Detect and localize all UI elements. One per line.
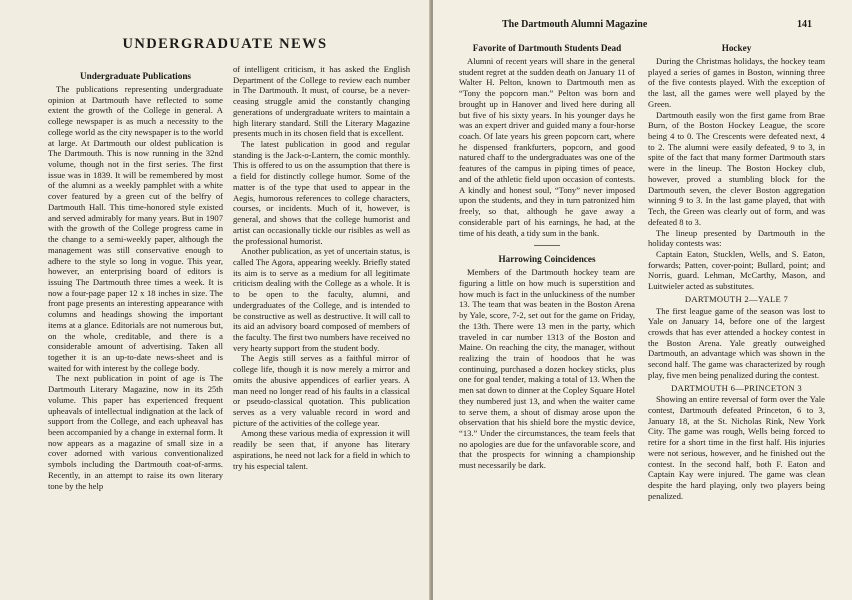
running-head: The Dartmouth Alumni Magazine (502, 19, 648, 30)
paragraph: Showing an entire reversal of form over the Yale contest, Dartmouth defeated Princeton, 6 to 3, January 18, at the St. Nicholas Rink, New York City. The game was rough, Wells being forced to retire for a short time in the first half. His injuries were not serious, however, and he finished out the contest. In the second half, both F. Eaton and Captain Kay were injured. The game was clean despite the hard playing, only two players being penalized. (648, 394, 825, 501)
paragraph: The Aegis still serves as a faithful mirror of college life, though it is now merely a mirror and omits the abusive appendices of earlier years. A man need no longer read of his faults in a classical or pseudo-classical quotation. This publication serves as a very valuable record in word and picture of the activities of the college year. (233, 353, 410, 428)
page-number: 141 (797, 19, 812, 30)
paragraph: During the Christmas holidays, the hockey team played a series of games in Boston, winning three of the five contests played. With the exception of the last, all the games were well played by the Green. (648, 56, 825, 109)
paragraph: of intelligent criticism, it has asked the English Department of the College to review each number in The Dartmouth. It must, of course, be a never-ceasing struggle amid the constantly changing generations of undergraduate writers to maintain a high literary standard. Still the Literary Magazine presents much in its chosen field that is excellent. (233, 64, 410, 139)
lineup-paragraph: Captain Eaton, Stucklen, Wells, and S. Eaton, forwards; Patten, cover-point; Bullard, point; and Norris, guard. Lehman, McCarthy, Mason, and Luitwieler acted as substitutes. (648, 248, 825, 292)
section-heading-coincidences: Harrowing Coincidences (498, 254, 596, 265)
paragraph: The first league game of the season was lost to Yale on January 14, before one of the largest crowds that has ever attended a hockey contest in the Boston Arena. Yale greatly outweighed Dartmouth, an advantage which was shown in the second half. The game was characterized by rough play, five men being penalized during the contest. (648, 305, 825, 380)
right-page (433, 0, 852, 600)
paragraph: Another publication, as yet of uncertain status, is called The Agora, appearing weekly. Briefly stated its aim is to serve as a medium for all legitimate criticism dealing with the College as a whole. It is to be open to the faculty, alumni, and undergraduates of the College, and is intended to be constructive as well as destructive. It will call to its aid an advisory board composed of members of the faculty. The first two numbers have received no very hearty support from the student body. (233, 246, 410, 353)
paragraph: The latest publication in good and regular standing is the Jack-o-Lantern, the comic monthly. This is offered to us on the assumption that there is a field for distinctly college humor. Some of the matter is of the type that used to appear in the Aegis, humorous references to college characters, courses, or incidents. Much of it, however, is general, and shows that the college humorist and artist can occasionally tickle our risibles as well as the professional humorist. (233, 139, 410, 246)
section-heading-obituary: Favorite of Dartmouth Students Dead (472, 43, 622, 53)
paragraph: Members of the Dartmouth hockey team are figuring a little on how much is superstition and how much is fact in the unluckiness of the number 13. The team that was beaten in the Boston Arena by Yale, score, 7-2, set out for the game on Friday, the 13th. There were 13 men in the party, which traveled in car number 1313 of the Boston and Maine. On reaching the city, the manager, without realizing the train of hoodoos that he was continuing, purchased a dozen hockey sticks, plus one for goal tender, making a total of 13. When the men sat down to dinner at the Copley Square Hotel they numbered just 13, and when the waiter came to serve them, a shout of dismay arose upon the observation that his shield bore the mystic device, “13.” Under the circumstances, the team feels that no apologies are due for the unfavorable score, and that the prospects for winning a championship must necessarily be dark. (459, 267, 635, 471)
paragraph: Among these various media of expression it will readily be seen that, if anyone has literary aspirations, he need not lack for a field in which to try his especial talent. (233, 428, 410, 471)
section-divider (534, 245, 560, 246)
paragraph: The next publication in point of age is The Dartmouth Literary Magazine, now in its 25th volume. This paper has experienced frequent upheavals of intellectual indignation at the lack of support from the College, and each upheaval has been accompanied by a change in external form. It now appears as a magazine of small size in a cover adorned with various conventionalized symbols including the Dartmouth coat-of-arms. Recently, in an attempt to raise its own literary tone by the help (48, 373, 223, 491)
paragraph: Dartmouth easily won the first game from Brae Burn, of the Boston Hockey League, the score being 4 to 0. The Crescents were defeated next, 4 to 2. The alumni were easily defeated, 9 to 3, in spite of the fact that many former Dartmouth stars were in the lineup. The Boston Hockey club, however, proved a stumbling block for the Dartmouth seven, the clever Boston aggregation winning 9 to 3. In the last game played, that with Tech, the Green was clearly out of form, and was defeated 8 to 3. (648, 109, 825, 227)
column-4 (648, 42, 825, 501)
section-heading-publications: Undergraduate Publications (79, 71, 192, 81)
game-heading-princeton: DARTMOUTH 6—PRINCETON 3 (671, 382, 802, 393)
section-heading-hockey: Hockey (721, 43, 752, 53)
paragraph: The publications representing undergraduate opinion at Dartmouth have reflected to some extent the growth of the College in general. A college newspaper is as much a necessity to the college world as the city newspaper is to the world at large. At Dartmouth our oldest publication is The Dartmouth. This is now running in the 32nd volume, though not in the first series. The first issue was in 1839. It will be remembered by most of the alumni as a weekly pamphlet with a white cover featured by a green cut of the belfry of Dartmouth Hall. This time-honored style existed and served admirably for many years. But in 1907 with the growth of the College progress came in the change to a semi-weekly paper, although the management was still conservative enough to adhere to the style so long in vogue. This year, however, an enterprising board of editors is issuing The Dartmouth three times a week. It is now a four-page paper 12 x 18 inches in size. The front page presents an interesting appearance with columns and headings showing the important items at a glance. Editorials are not numerous but, on the whole, creditable, and there is a considerable amount of advertising. Taken all together it is an up-to-date news-sheet and is waited for with interest by the college body. (48, 84, 223, 373)
column-3 (459, 42, 635, 471)
game-heading-yale: DARTMOUTH 2—YALE 7 (684, 293, 789, 304)
paragraph: Alumni of recent years will share in the general student regret at the sudden death on January 11 of Walter H. Pelton, known to Dartmouth men as “Tony the popcorn man.” Pelton was born and brought up in Hanover and lived here during all but five of his sixty years. In his younger days he was an expert driver and guided many a four-horse coach. Of late years his green popcorn cart, where he dispensed frankfurters, popcorn, and good natured chaff to the undergraduates was one of the features of the campus in piping times of peace, and of the athletic field upon occasion of contests. A kindly and honest soul, “Tony” never imposed upon the students, and they in turn patronized him freely, so that, although he gave away a considerable part of his earnings, he had, at the time of his death, a tidy sum in the bank. (459, 56, 635, 238)
column-2 (233, 64, 410, 471)
page-title: UNDERGRADUATE NEWS (122, 36, 328, 52)
paragraph: The lineup presented by Dartmouth in the holiday contests was: (648, 227, 825, 249)
column-1 (48, 70, 223, 491)
